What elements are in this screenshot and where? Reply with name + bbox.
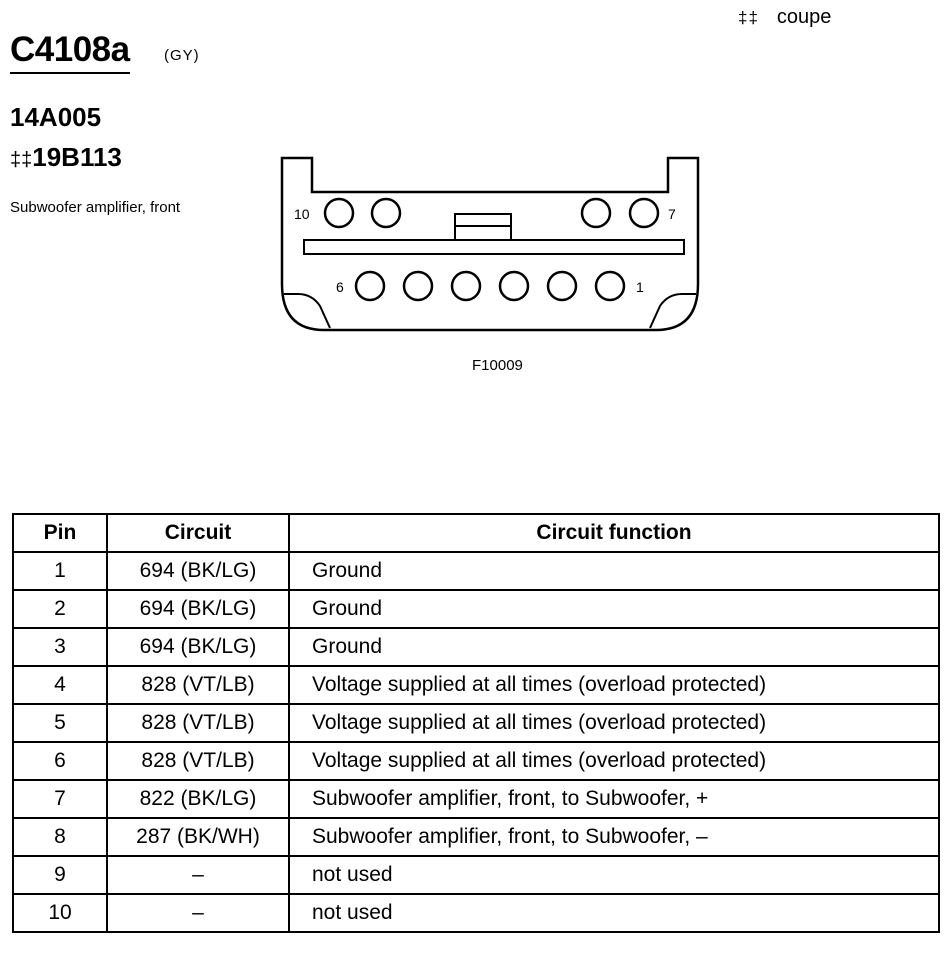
pin-label-7: 7 (668, 206, 676, 222)
table-row (13, 856, 939, 894)
circuit-cell: 828 (VT/LB) (107, 742, 289, 780)
pin-cell: 10 (13, 894, 107, 932)
column-header-function: Circuit function (289, 514, 939, 552)
pin-cell: 2 (13, 590, 107, 628)
function-cell: Ground (289, 628, 939, 666)
circuit-cell: 828 (VT/LB) (107, 666, 289, 704)
component-description: Subwoofer amplifier, front (10, 199, 181, 216)
function-cell: not used (289, 856, 939, 894)
circuit-cell: 287 (BK/WH) (107, 818, 289, 856)
table-row (13, 590, 939, 628)
pin-cell: 8 (13, 818, 107, 856)
column-header-pin: Pin (13, 514, 107, 552)
pin-cell: 9 (13, 856, 107, 894)
part-number-secondary-value: 19B113 (32, 142, 122, 172)
table-row (13, 552, 939, 590)
function-cell: Voltage supplied at all times (overload protected) (289, 742, 939, 780)
table-row (13, 628, 939, 666)
pin-cavity-1 (596, 272, 624, 300)
circuit-cell: 694 (BK/LG) (107, 552, 289, 590)
pin-cavity-5 (404, 272, 432, 300)
connector-id: C4108a (10, 30, 130, 74)
connector-face-diagram (270, 148, 710, 338)
pin-cell: 5 (13, 704, 107, 742)
pin-cell: 4 (13, 666, 107, 704)
connector-color: (GY) (164, 47, 200, 64)
connector-corner-tab-left (284, 294, 330, 328)
function-cell: Subwoofer amplifier, front, to Subwoofer, – (289, 818, 939, 856)
function-cell: Ground (289, 590, 939, 628)
table-header-row (13, 514, 939, 552)
variant-note (738, 6, 831, 29)
pin-cell: 7 (13, 780, 107, 818)
pin-cavity-10 (325, 199, 353, 227)
function-cell: not used (289, 894, 939, 932)
variant-label: coupe (776, 6, 832, 28)
pin-cavity-9 (372, 199, 400, 227)
double-dagger-icon: ‡‡ (10, 149, 33, 171)
pin-table (12, 513, 940, 933)
pin-cavity-2 (548, 272, 576, 300)
pin-label-10: 10 (294, 206, 310, 222)
double-dagger-icon: ‡‡ (738, 8, 759, 27)
function-cell: Subwoofer amplifier, front, to Subwoofer, + (289, 780, 939, 818)
part-number-primary: 14A005 (10, 102, 102, 132)
pin-label-6: 6 (336, 279, 344, 295)
function-cell: Voltage supplied at all times (overload protected) (289, 704, 939, 742)
pin-cavity-8 (582, 199, 610, 227)
table-row (13, 704, 939, 742)
pin-cavity-3 (500, 272, 528, 300)
circuit-cell: – (107, 856, 289, 894)
table-row (13, 666, 939, 704)
pin-cavity-4 (452, 272, 480, 300)
pin-cell: 1 (13, 552, 107, 590)
pin-cell: 3 (13, 628, 107, 666)
circuit-cell: 694 (BK/LG) (107, 590, 289, 628)
circuit-cell: 694 (BK/LG) (107, 628, 289, 666)
pin-cavity-7 (630, 199, 658, 227)
pin-label-1: 1 (636, 279, 644, 295)
table-row (13, 780, 939, 818)
circuit-cell: – (107, 894, 289, 932)
function-cell: Voltage supplied at all times (overload protected) (289, 666, 939, 704)
connector-divider-bar (304, 240, 684, 254)
diagram-code: F10009 (472, 357, 523, 374)
connector-corner-tab-right (650, 294, 696, 328)
function-cell: Ground (289, 552, 939, 590)
column-header-circuit: Circuit (107, 514, 289, 552)
pin-cavity-6 (356, 272, 384, 300)
part-number-secondary (10, 142, 122, 173)
table-row (13, 742, 939, 780)
table-row (13, 818, 939, 856)
circuit-cell: 828 (VT/LB) (107, 704, 289, 742)
table-row (13, 894, 939, 932)
pin-cell: 6 (13, 742, 107, 780)
circuit-cell: 822 (BK/LG) (107, 780, 289, 818)
